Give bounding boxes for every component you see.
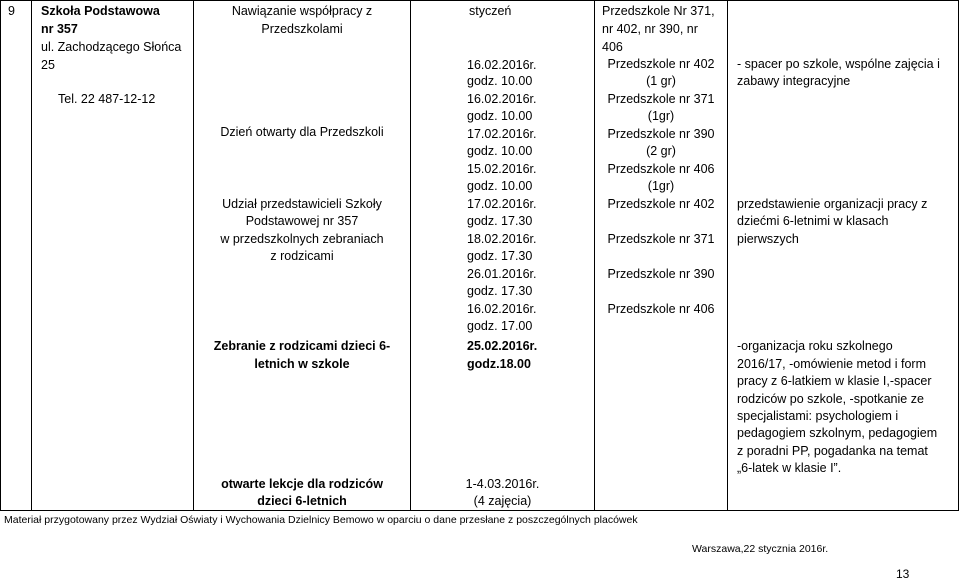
kg-3-groups: (2 gr) — [646, 144, 676, 158]
date-2: 16.02.2016r. — [467, 92, 537, 106]
date-1: 16.02.2016r. — [467, 58, 537, 72]
col-border-2 — [193, 0, 194, 511]
note-1-line1: - spacer po szkole, wspólne zajęcia i — [737, 57, 940, 71]
note-3-line5: specjalistami: psychologiem i — [737, 409, 899, 423]
activity-1-line2: Przedszkolami — [261, 22, 343, 36]
activity-3-line1: Udział przedstawicieli Szkoły — [222, 197, 382, 211]
school-name-line2: nr 357 — [41, 22, 78, 36]
kg-2: Przedszkole nr 371 — [607, 92, 715, 106]
time-2: godz. 10.00 — [467, 109, 533, 123]
time-3: godz. 10.00 — [467, 144, 533, 158]
activity-2-line1: Dzień otwarty dla Przedszkoli — [220, 125, 384, 139]
col-border-3 — [410, 0, 411, 511]
source-note: Materiał przygotowany przez Wydział Oświaty i Wychowania Dzielnicy Bemowo w oparciu o dane przesłane z poszczególnych placówek — [4, 514, 638, 526]
kg-1-groups: (1 gr) — [646, 74, 676, 88]
kg-5: Przedszkole nr 402 — [607, 197, 715, 211]
kg-7: Przedszkole nr 390 — [607, 267, 715, 281]
time-9: godz.18.00 — [467, 357, 531, 371]
date-5: 17.02.2016r. — [467, 197, 537, 211]
col-border-left — [0, 0, 1, 511]
place-date: Warszawa,22 stycznia 2016r. — [692, 543, 829, 555]
kg-3: Przedszkole nr 390 — [607, 127, 715, 141]
page-number: 13 — [896, 567, 910, 581]
activity-3-line4: z rodzicami — [270, 249, 334, 263]
date-8: 16.02.2016r. — [467, 302, 537, 316]
date-4: 15.02.2016r. — [467, 162, 537, 176]
activity-4-line1: Zebranie z rodzicami dzieci 6- — [213, 339, 391, 353]
activity-3-line2: Podstawowej nr 357 — [245, 214, 359, 228]
date-10: 1-4.03.2016r. — [465, 477, 540, 491]
date-7: 26.01.2016r. — [467, 267, 537, 281]
kg-header-line2: nr 402, nr 390, nr — [602, 22, 698, 36]
time-8: godz. 17.00 — [467, 319, 533, 333]
kg-6: Przedszkole nr 371 — [607, 232, 715, 246]
time-7: godz. 17.30 — [467, 284, 533, 298]
activity-5-line2: dzieci 6-letnich — [257, 494, 347, 508]
time-5: godz. 17.30 — [467, 214, 533, 228]
time-1: godz. 10.00 — [467, 74, 533, 88]
time-10: (4 zajęcia) — [473, 494, 532, 508]
kg-4-groups: (1gr) — [647, 179, 675, 193]
date-9: 25.02.2016r. — [467, 339, 538, 353]
school-phone: Tel. 22 487-12-12 — [58, 92, 156, 106]
note-2-line1: przedstawienie organizacji pracy z — [737, 197, 928, 211]
note-3-line1: -organizacja roku szkolnego — [737, 339, 893, 353]
kg-header-line3: 406 — [602, 40, 623, 54]
kg-header-line1: Przedszkole Nr 371, — [602, 4, 715, 18]
school-name-line1: Szkoła Podstawowa — [41, 4, 160, 18]
col-border-5 — [727, 0, 728, 511]
activity-5-line1: otwarte lekcje dla rodziców — [221, 477, 383, 491]
col-border-4 — [594, 0, 595, 511]
note-2-line2: dziećmi 6-letnimi w klasach — [737, 214, 889, 228]
col-border-1 — [31, 0, 32, 511]
note-2-line3: pierwszych — [737, 232, 799, 246]
time-4: godz. 10.00 — [467, 179, 533, 193]
activity-3-line3: w przedszkolnych zebraniach — [220, 232, 384, 246]
kg-8: Przedszkole nr 406 — [607, 302, 715, 316]
note-3-line6: pedagogiem szkolnym, pedagogiem — [737, 426, 938, 440]
activity-1-line1: Nawiązanie współpracy z — [231, 4, 373, 18]
table-top-border — [0, 0, 959, 1]
time-6: godz. 17.30 — [467, 249, 533, 263]
note-3-line2: 2016/17, -omówienie metod i form — [737, 357, 926, 371]
note-3-line7: z poradni PP, pogadanka na temat — [737, 444, 928, 458]
school-house-number: 25 — [41, 58, 55, 72]
note-3-line3: pracy z 6-latkiem w klasie I,-spacer — [737, 374, 932, 388]
kg-2-groups: (1gr) — [647, 109, 675, 123]
date-3: 17.02.2016r. — [467, 127, 537, 141]
note-3-line4: rodziców po szkole, -spotkanie ze — [737, 392, 924, 406]
note-3-line8: „6-latek w klasie I”. — [737, 461, 842, 475]
kg-1: Przedszkole nr 402 — [607, 57, 715, 71]
note-1-line2: zabawy integracyjne — [737, 74, 851, 88]
date-6: 18.02.2016r. — [467, 232, 537, 246]
kg-4: Przedszkole nr 406 — [607, 162, 715, 176]
dates-header: styczeń — [469, 4, 512, 18]
row-number: 9 — [8, 4, 15, 18]
activity-4-line2: letnich w szkole — [254, 357, 350, 371]
school-street: ul. Zachodzącego Słońca — [41, 40, 182, 54]
